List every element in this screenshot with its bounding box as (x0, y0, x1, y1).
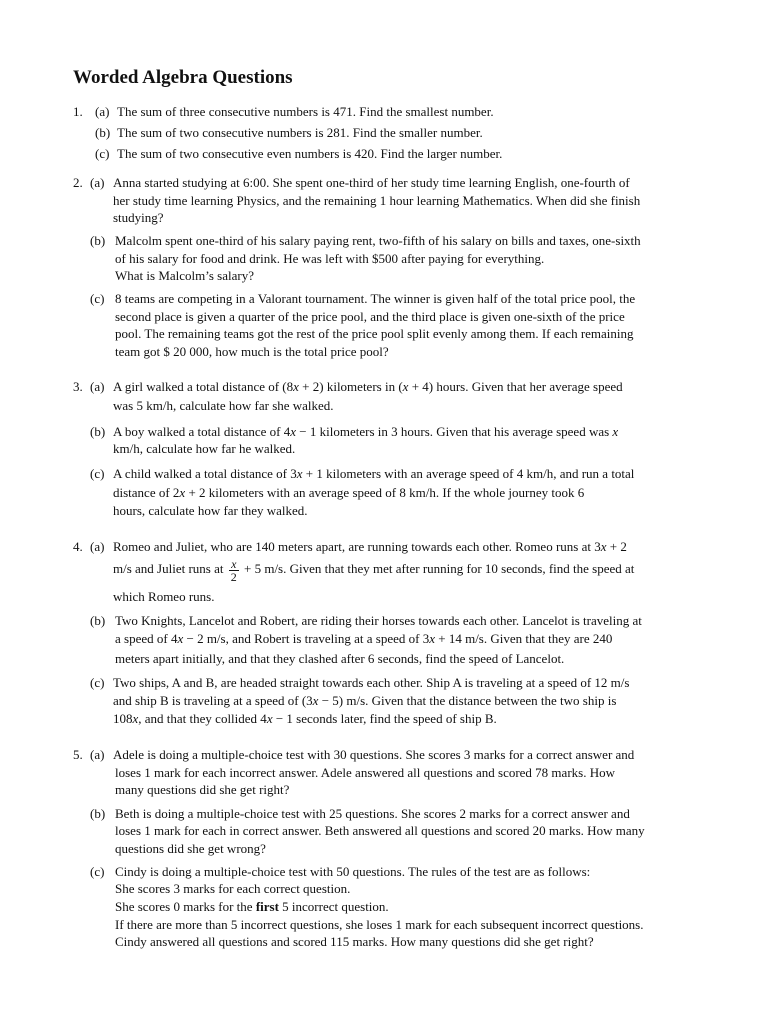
q5c-line-5: Cindy answered all questions and scored 115 marks. How many questions did she get right? (115, 934, 594, 949)
q2b-line-2: of his salary for food and drink. He was left with $500 after paying for everything. (115, 251, 545, 266)
q4b-label: (b) (90, 613, 106, 628)
q2c-label: (c) (90, 291, 105, 306)
q5c-label: (c) (90, 864, 105, 879)
q4a-line-1: Romeo and Juliet, who are 140 meters apart, are running towards each other. Romeo runs at 3x + 2 (113, 539, 627, 554)
q3a-line-2: was 5 km/h, calculate how far she walked. (113, 398, 334, 413)
q1b-label: (b) (95, 125, 111, 140)
q4c-label: (c) (90, 675, 105, 690)
page-title: Worded Algebra Questions (73, 67, 293, 88)
q4b-line-1: Two Knights, Lancelot and Robert, are riding their horses towards each other. Lancelot is traveling at (115, 613, 642, 628)
q3a-line-1: A girl walked a total distance of (8x + 2) kilometers in (x + 4) hours. Given that her average speed (113, 379, 623, 394)
q2a-line-2: her study time learning Physics, and the remaining 1 hour learning Mathematics. When did she finish (113, 193, 641, 208)
q1c-label: (c) (95, 146, 110, 161)
q5b-line-2: loses 1 mark for each in correct answer. Beth answered all questions and scored 20 marks. How many (115, 823, 645, 838)
x-over-2-fraction: $\frac{x}{2}$ (230, 556, 237, 584)
q5c-line-2: She scores 3 marks for each correct question. (115, 881, 351, 896)
q5c-line-3: She scores 0 marks for the first 5 incorrect question. (115, 899, 389, 914)
q3c-line-3: hours, calculate how far they walked. (113, 503, 308, 518)
q3a-label: (a) (90, 379, 105, 394)
question-5-number: 5. (73, 747, 83, 762)
q3b-label: (b) (90, 424, 106, 439)
q3c-label: (c) (90, 466, 105, 481)
q4b-line-3: meters apart initially, and that they clashed after 6 seconds, find the speed of Lancelot. (115, 651, 565, 666)
q3b-line-1: A boy walked a total distance of 4x − 1 kilometers in 3 hours. Given that his average speed was x (113, 424, 619, 439)
q4c-line-3: 108x, and that they collided 4x − 1 seconds later, find the speed of ship B. (113, 711, 497, 726)
q2c-line-4: team got $ 20 000, how much is the total price pool? (115, 344, 389, 359)
q5b-line-1: Beth is doing a multiple-choice test with 25 questions. She scores 2 marks for a correct answer and (115, 806, 630, 821)
q1c-text: The sum of two consecutive even numbers is 420. Find the larger number. (117, 146, 503, 161)
q5b-line-3: questions did she get wrong? (115, 841, 266, 856)
q3b-line-2: km/h, calculate how far he walked. (113, 441, 296, 456)
q2b-line-3: What is Malcolm’s salary? (115, 268, 254, 283)
q2a-line-3: studying? (113, 210, 164, 225)
question-1-number: 1. (73, 104, 83, 119)
q2c-line-3: pool. The remaining teams got the rest of the price pool split evenly among them. If each remaining (115, 326, 634, 341)
question-4-number: 4. (73, 539, 83, 554)
q5a-line-3: many questions did she get right? (115, 782, 290, 797)
question-3-number: 3. (73, 379, 83, 394)
q4a-label: (a) (90, 539, 105, 554)
q4a-line-2: m/s and Juliet runs at $\frac{x}{2}$ + 5 m/s. Given that they met after running for 10 seconds, find the speed at (113, 556, 635, 584)
q3c-line-1: A child walked a total distance of 3x + 1 kilometers with an average speed of 4 km/h, and run a total (113, 466, 635, 481)
q2c-line-2: second place is given a quarter of the price pool, and the third place is given one-sixth of the price (115, 309, 625, 324)
question-2-number: 2. (73, 175, 83, 190)
q4c-line-1: Two ships, A and B, are headed straight towards each other. Ship A is traveling at a speed of 12 m/s (113, 675, 630, 690)
q2b-label: (b) (90, 233, 106, 248)
q2c-line-1: 8 teams are competing in a Valorant tournament. The winner is given half of the total price pool, the (115, 291, 636, 306)
q1a-label: (a) (95, 104, 110, 119)
q1a-text: The sum of three consecutive numbers is 471. Find the smallest number. (117, 104, 494, 119)
q5a-label: (a) (90, 747, 105, 762)
q4b-line-2: a speed of 4x − 2 m/s, and Robert is traveling at a speed of 3x + 14 m/s. Given that they are 240 (115, 631, 613, 646)
q2b-line-1: Malcolm spent one-third of his salary paying rent, two-fifth of his salary on bills and taxes, one-sixth (115, 233, 641, 248)
q5c-line-1: Cindy is doing a multiple-choice test with 50 questions. The rules of the test are as follows: (115, 864, 591, 879)
q5b-label: (b) (90, 806, 106, 821)
q2a-label: (a) (90, 175, 105, 190)
q2a-line-1: Anna started studying at 6:00. She spent one-third of her study time learning English, one-fourth of (113, 175, 630, 190)
q5a-line-2: loses 1 mark for each incorrect answer. Adele answered all questions and scored 78 marks. How (115, 765, 615, 780)
q3c-line-2: distance of 2x + 2 kilometers with an average speed of 8 km/h. If the whole journey took 6 (113, 485, 585, 500)
q5a-line-1: Adele is doing a multiple-choice test with 30 questions. She scores 3 marks for a correct answer and (113, 747, 635, 762)
q1b-text: The sum of two consecutive numbers is 281. Find the smaller number. (117, 125, 483, 140)
q5c-line-4: If there are more than 5 incorrect questions, she loses 1 mark for each subsequent incorrect questions. (115, 917, 644, 932)
q4a-line-3: which Romeo runs. (113, 589, 215, 604)
q4c-line-2: and ship B is traveling at a speed of (3x − 5) m/s. Given that the distance between the two ship is (113, 693, 617, 708)
